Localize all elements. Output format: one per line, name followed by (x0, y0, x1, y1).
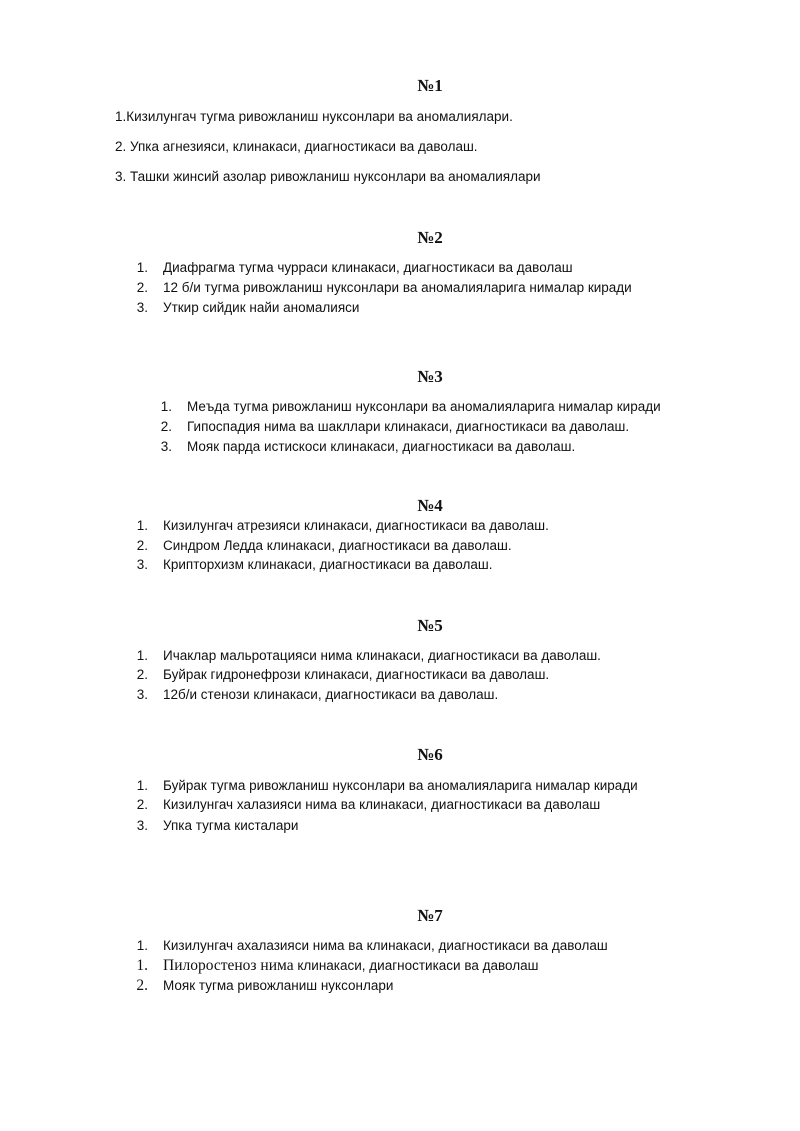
item-number: 1. (115, 109, 127, 124)
item-number: 1. (136, 260, 148, 275)
item-text: Меъда тугма ривожланиш нуксонлари ва аномалияларига нималар киради (187, 399, 661, 414)
item-number: 3. (160, 439, 172, 454)
item-number: 1. (160, 399, 172, 414)
item-text: Ичаклар мальротацияси нима клинакаси, диагностикаси ва даволаш. (163, 648, 601, 663)
section-6-heading: №6 (417, 745, 443, 764)
item-number: 1. (136, 938, 148, 953)
item-number: 2. (136, 667, 148, 682)
section-4-heading: №4 (417, 496, 443, 515)
section-2-heading: №2 (417, 228, 443, 247)
item-text: Кизилунгач ахалазияси нима ва клинакаси, диагностикаси ва даволаш (163, 938, 608, 953)
item-text: Упка агнезияси, клинакаси, диагностикаси ва даволаш. (130, 139, 478, 154)
item-text: Упка тугма кисталари (163, 818, 299, 833)
item-number: 2. (136, 538, 148, 553)
section-1-item-2 (115, 138, 478, 156)
item-text: Кизилунгач атрезияси клинакаси, диагностикаси ва даволаш. (163, 518, 549, 533)
item-number: 2. (115, 139, 127, 154)
item-number: 3. (136, 818, 148, 833)
item-number: 1. (136, 957, 148, 974)
item-text: 12б/и стенози клинакаси, диагностикаси ва даволаш. (163, 687, 499, 702)
item-number: 3. (136, 557, 148, 572)
item-text-sans-part: клинакаси, диагностикаси ва даволаш (293, 958, 539, 973)
section-5-heading: №5 (417, 616, 443, 635)
item-number: 2. (136, 977, 148, 994)
item-number: 3. (136, 687, 148, 702)
item-number: 3. (136, 300, 148, 315)
item-text: 12 б/и тугма ривожланиш нуксонлари ва аномалияларига нималар киради (163, 280, 632, 295)
item-text: Буйрак гидронефрози клинакаси, диагностикаси ва даволаш. (163, 667, 550, 682)
item-text: Мояк парда истискоси клинакаси, диагностикаси ва даволаш. (187, 439, 576, 454)
section-7-heading: №7 (417, 906, 443, 925)
item-text: Буйрак тугма ривожланиш нуксонлари ва аномалияларига нималар киради (163, 778, 638, 793)
item-text: Гипоспадия нима ва шакллари клинакаси, диагностикаси ва даволаш. (187, 419, 630, 434)
item-text: Ташки жинсий азолар ривожланиш нуксонлари ва аномалиялари (130, 169, 541, 184)
section-3-heading: №3 (417, 367, 443, 386)
item-text: Диафрагма тугма чурраси клинакаси, диагностикаси ва даволаш (163, 260, 573, 275)
item-number: 3. (115, 169, 127, 184)
item-text (163, 957, 538, 975)
item-text: Кизилунгач тугма ривожланиш нуксонлари ва аномалиялари. (126, 109, 513, 124)
item-text: Мояк тугма ривожланиш нуксонлари (163, 978, 394, 993)
item-text: Синдром Ледда клинакаси, диагностикаси ва даволаш. (163, 538, 512, 553)
item-number: 1. (136, 518, 148, 533)
item-number: 2. (136, 797, 148, 812)
item-text: Крипторхизм клинакаси, диагностикаси ва даволаш. (163, 557, 493, 572)
item-number: 1. (136, 648, 148, 663)
item-text: Кизилунгач халазияси нима ва клинакаси, диагностикаси ва даволаш (163, 797, 601, 812)
item-text: Уткир сийдик найи аномалияси (163, 300, 360, 315)
item-text-serif-part: Пилоростеноз нима (163, 957, 294, 974)
item-number: 2. (160, 419, 172, 434)
item-number: 2. (136, 280, 148, 295)
section-1-item-1 (115, 108, 513, 126)
section-1-heading: №1 (417, 76, 443, 95)
section-1-item-3 (115, 168, 541, 186)
item-number: 1. (136, 778, 148, 793)
